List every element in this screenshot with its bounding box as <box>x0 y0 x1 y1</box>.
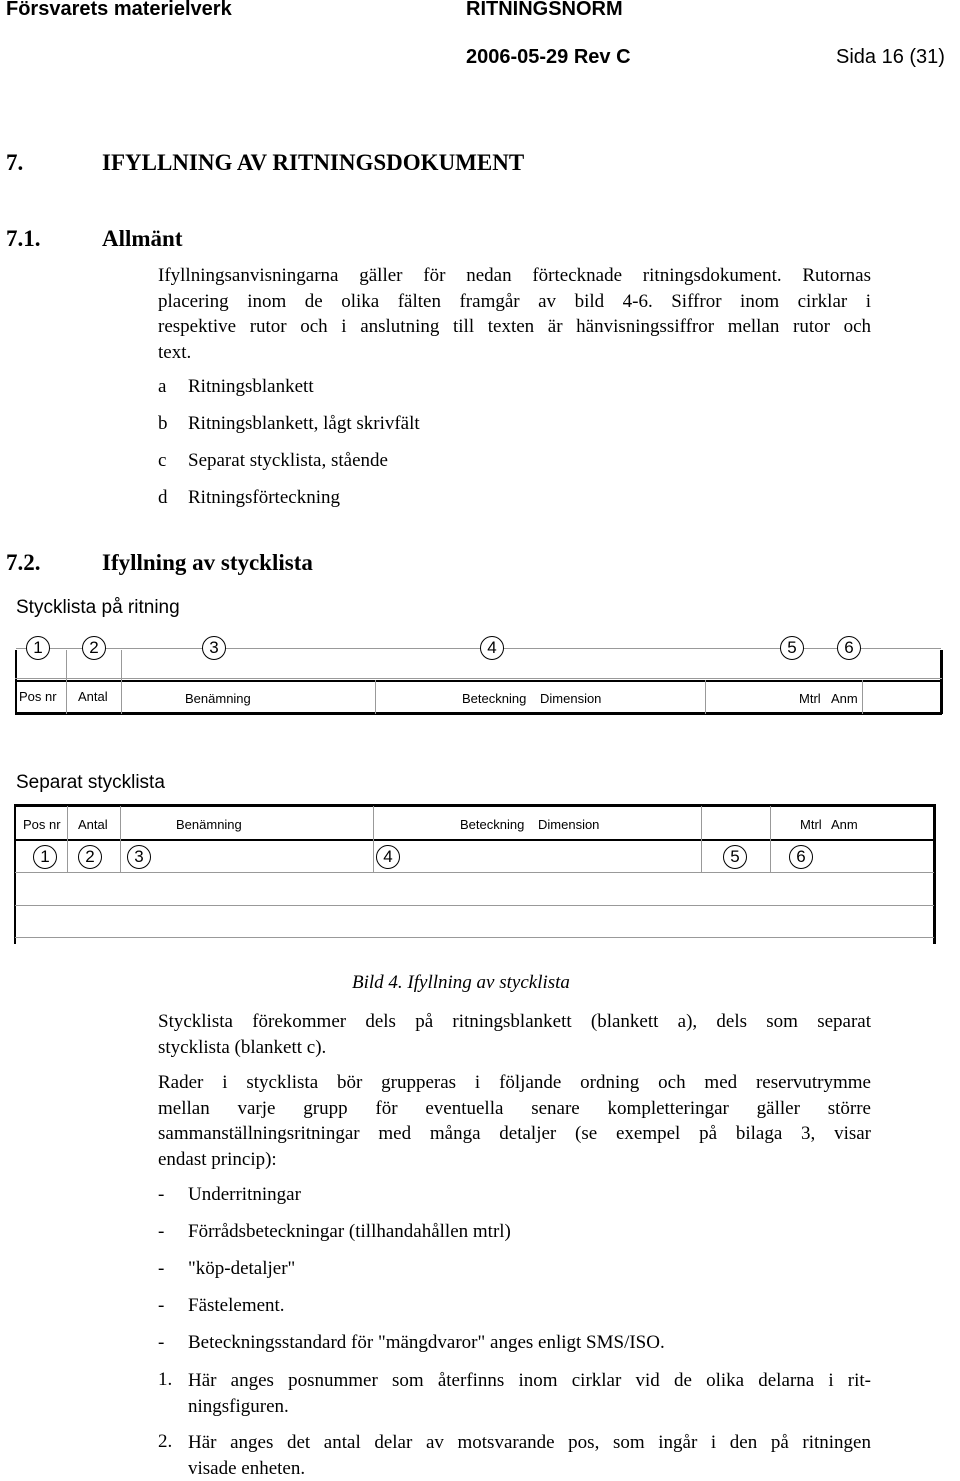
table-top-border <box>14 804 936 807</box>
numbered-item-number: 2. <box>158 1431 172 1453</box>
column-header-mtrl: Mtrl <box>799 691 821 706</box>
column-divider <box>770 806 771 872</box>
figure-title-1: Stycklista på ritning <box>16 597 180 619</box>
item-text: Ritningsblankett <box>188 376 314 398</box>
ref-circle-6: 6 <box>789 845 813 869</box>
para-line: Stycklista förekommer dels på ritningsblankett (blankett a), dels som separat <box>158 1009 871 1035</box>
item-letter: c <box>158 450 166 472</box>
table-border <box>933 804 936 944</box>
column-header-beteckning: Beteckning <box>460 817 524 832</box>
numbered-item-text <box>188 1368 871 1419</box>
table-divider <box>15 680 942 682</box>
section-7-2-title: Ifyllning av stycklista <box>102 550 313 576</box>
para-line: Ifyllningsanvisningarna gäller för nedan förtecknade ritningsdokument. Rutornas <box>158 263 871 289</box>
column-header-pos-nr: Pos nr <box>19 689 57 704</box>
column-header-mtrl: Mtrl <box>800 817 822 832</box>
item-text: Ritningsförteckning <box>188 487 340 509</box>
item-letter: a <box>158 376 166 398</box>
item-letter: d <box>158 487 168 509</box>
paragraph-1 <box>158 1009 871 1060</box>
dash-item: Fästelement. <box>188 1295 285 1317</box>
dash-item: Beteckningsstandard för "mängdvaror" anges enligt SMS/ISO. <box>188 1332 665 1354</box>
section-7-1-title: Allmänt <box>102 226 183 252</box>
header-date-rev: 2006-05-29 Rev C <box>466 46 631 69</box>
ref-circle-5: 5 <box>780 636 804 660</box>
column-header-antal: Antal <box>78 689 108 704</box>
column-header-beteckning: Beteckning <box>462 691 526 706</box>
dash-bullet: - <box>158 1332 164 1354</box>
dash-bullet: - <box>158 1258 164 1280</box>
para-line: Här anges posnummer som återfinns inom cirklar vid de olika delarna i rit- <box>188 1368 871 1394</box>
table-bottom-border <box>15 712 942 715</box>
column-header-benamning: Benämning <box>176 817 242 832</box>
ref-circle-4: 4 <box>480 636 504 660</box>
para-line: text. <box>158 340 871 366</box>
column-divider <box>67 806 68 872</box>
column-header-antal: Antal <box>78 817 108 832</box>
figure-caption: Bild 4. Ifyllning av stycklista <box>352 972 570 994</box>
para-line: Här anges det antal delar av motsvarande pos, som ingår i den på ritningen <box>188 1430 871 1456</box>
section-7-number: 7. <box>6 150 23 176</box>
para-line: mellan varje grupp för eventuella senare kompletteringar gäller större <box>158 1096 871 1122</box>
column-divider <box>66 650 67 714</box>
dash-item: Förrådsbeteckningar (tillhandahållen mtrl) <box>188 1221 511 1243</box>
figure-title-2: Separat stycklista <box>16 772 165 794</box>
ref-circle-2: 2 <box>82 636 106 660</box>
numbered-item-text <box>188 1430 871 1481</box>
item-text: Ritningsblankett, lågt skrivfält <box>188 413 420 435</box>
table-divider <box>14 839 936 841</box>
ref-circle-2: 2 <box>78 845 102 869</box>
dash-bullet: - <box>158 1221 164 1243</box>
column-divider <box>705 680 706 714</box>
table-border <box>940 650 943 714</box>
header-org: Försvarets materielverk <box>6 0 232 21</box>
dash-item: "köp-detaljer" <box>188 1258 295 1280</box>
header-page: Sida 16 (31) <box>836 46 945 69</box>
ref-circle-1: 1 <box>26 636 50 660</box>
column-divider <box>701 806 702 872</box>
table-row-line <box>15 937 934 938</box>
table-row-line <box>15 905 934 906</box>
column-divider <box>862 680 863 714</box>
para-line: endast princip): <box>158 1147 871 1173</box>
column-divider <box>375 680 376 714</box>
paragraph-2 <box>158 1070 871 1172</box>
para-line: visade enheten. <box>188 1456 871 1481</box>
para-line: Rader i stycklista bör grupperas i följande ordning och med reservutrymme <box>158 1070 871 1096</box>
dash-bullet: - <box>158 1184 164 1206</box>
item-text: Separat stycklista, stående <box>188 450 388 472</box>
section-7-2-number: 7.2. <box>6 550 41 576</box>
ref-circle-5: 5 <box>723 845 747 869</box>
dash-bullet: - <box>158 1295 164 1317</box>
para-line: ningsfiguren. <box>188 1394 871 1420</box>
dash-item: Underritningar <box>188 1184 301 1206</box>
numbered-item-number: 1. <box>158 1369 172 1391</box>
column-header-dimension: Dimension <box>538 817 599 832</box>
column-header-benamning: Benämning <box>185 691 251 706</box>
para-line: placering inom de olika fälten framgår av bild 4-6. Siffror inom cirklar i <box>158 289 871 315</box>
header-doc: RITNINGSNORM <box>466 0 623 21</box>
ref-circle-1: 1 <box>33 845 57 869</box>
section-7-title: IFYLLNING AV RITNINGSDOKUMENT <box>102 150 524 176</box>
section-7-1-number: 7.1. <box>6 226 41 252</box>
ref-circle-4: 4 <box>376 845 400 869</box>
section-7-1-paragraph <box>158 263 871 365</box>
table-row-line <box>15 872 934 873</box>
para-line: respektive rutor och i anslutning till texten är hänvisningssiffror mellan rutor och <box>158 314 871 340</box>
column-header-pos-nr: Pos nr <box>23 817 61 832</box>
ref-circle-3: 3 <box>202 636 226 660</box>
ref-circle-6: 6 <box>837 636 861 660</box>
para-line: stycklista (blankett c). <box>158 1035 871 1061</box>
column-divider <box>373 806 374 872</box>
ref-circle-3: 3 <box>127 845 151 869</box>
column-divider <box>121 650 122 714</box>
column-header-anm: Anm <box>831 691 858 706</box>
column-divider <box>120 806 121 872</box>
para-line: sammanställningsritningar med många detaljer (se exempel på bilaga 3, visar <box>158 1121 871 1147</box>
item-letter: b <box>158 413 168 435</box>
table-border <box>15 650 17 714</box>
column-header-dimension: Dimension <box>540 691 601 706</box>
column-header-anm: Anm <box>831 817 858 832</box>
table-border <box>14 804 16 944</box>
table-divider <box>15 678 942 679</box>
